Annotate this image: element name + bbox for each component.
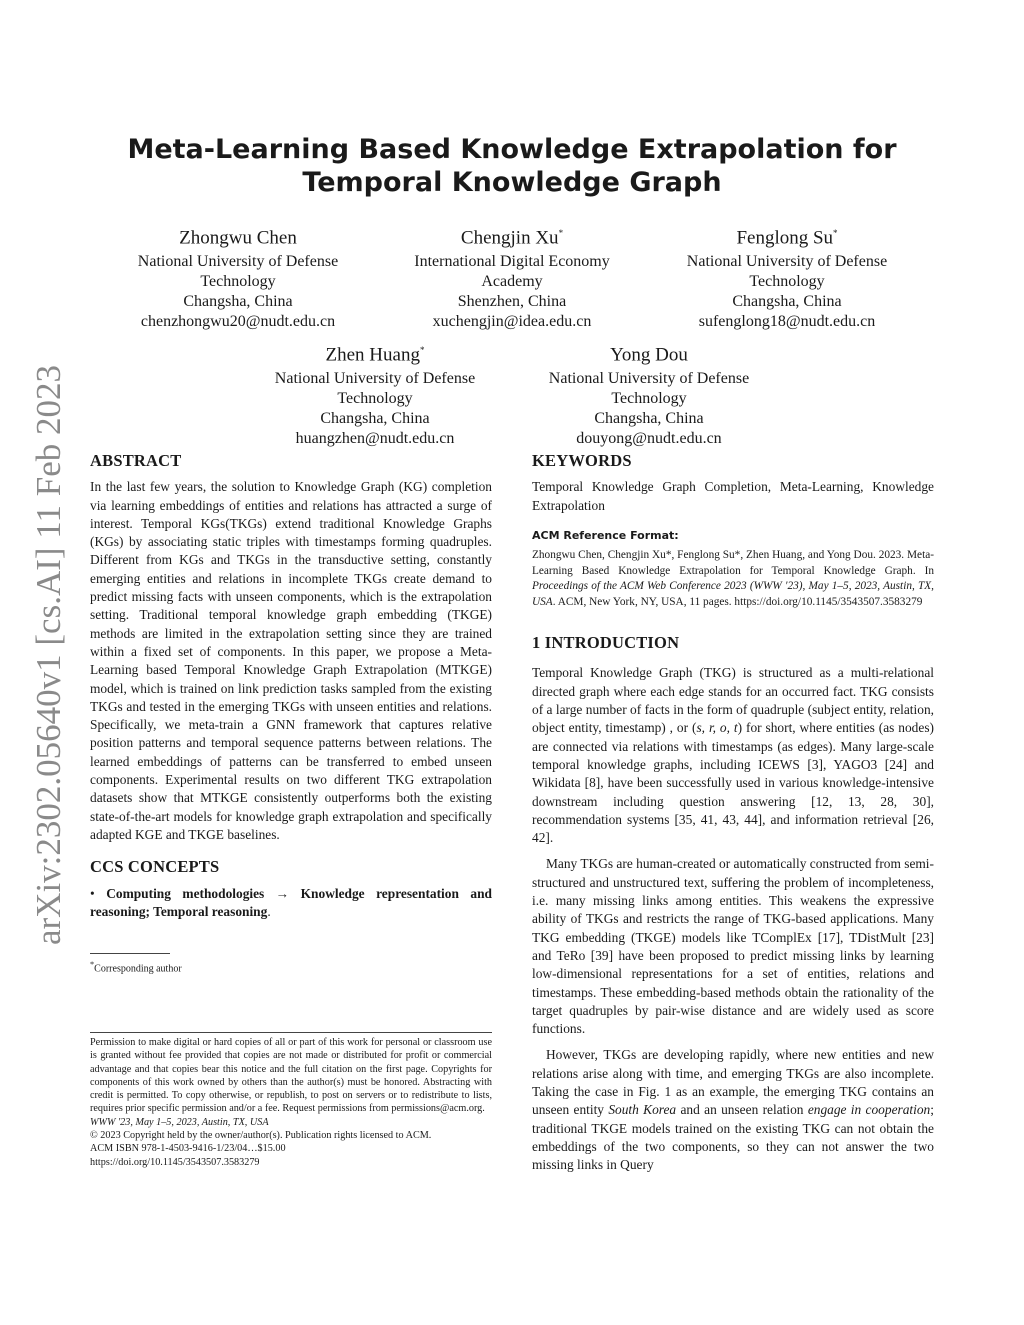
abstract-text: In the last few years, the solution to Knowledge Graph (KG) completion via learning embeddings of entities and relations has attracted a surge of interest. Temporal KGs(TKGs) extend traditional Knowledge Graphs (KGs) by associating static triples with timestamps forming quadruples. Different from KGs and TKGs in the transductive setting, constantly emerging entities and relations in incomplete TKGs create demand to predict missing facts with unseen components, which is the extrapolation setting. Traditional temporal knowledge graph embedding (TKGE) methods are limited in the extrapolation setting since they are trained within a fixed set of components. In this paper, we propose a Meta-Learning based Temporal Knowledge Graph Extrapolation (MTKGE) model, which is trained on link prediction tasks sampled from the existing TKGs and tested in the emerging TKGs with unseen entities and relations. Specifically, we meta-train a GNN framework that captures relative position patterns and temporal sequence patterns between relations. The learned embeddings of patterns can be transferred to embed unseen components. Experimental results on two different TKG extrapolation datasets show that MTKGE consistently outperforms both the existing state-of-the-art models for knowledge graph extrapolation and specifically adapted KGE and TKGE baselines. [90,479,492,842]
acm-ref-heading: ACM Reference Format: [532,528,679,542]
keywords-heading: KEYWORDS [532,451,632,470]
author-name: Zhongwu Chen [179,227,297,249]
author-email: xuchengjin@idea.edu.cn [432,313,592,331]
author-block: Zhen Huang* National University of Defense Technology Changsha, China huangzhen@nudt.edu.cn [255,338,495,449]
author-email: douyong@nudt.edu.cn [576,430,722,448]
ccs-text: • Computing methodologies → Knowledge representation and reasoning; Temporal reasoning. [90,885,492,919]
author-email: chenzhongwu20@nudt.edu.cn [140,313,336,331]
left-column [90,452,492,975]
intro-paragraph: Temporal Knowledge Graph (TKG) is structured as a multi-relational directed graph where each edge stands for an occurred fact. TKG consists of a large number of facts in the form of quadruple (subject entity, relation, object entity, timestamp) , or (s, r, o, t) for short, where entities (as nodes) are connected via relations with timestamps (as edges). Many large-scale temporal knowledge graphs, including ICEWS [3], YAGO3 [24] and Wikidata [8], have been successfully used in various knowledge-intensive downstream including question answering [12, 13, 28, 30], recommendation systems [35, 41, 43, 44], and information retrieval [26, 42]. [532,665,934,846]
abstract-heading: ABSTRACT [90,451,182,470]
arxiv-stamp: arXiv:2302.05640v1 [cs.AI] 11 Feb 2023 [29,364,68,946]
author-email: sufenglong18@nudt.edu.cn [698,313,876,331]
author-block: Yong Dou National University of Defense Technology Changsha, China douyong@nudt.edu.cn [529,338,769,449]
intro-heading: 1 INTRODUCTION [532,633,680,653]
footnote-rule [90,953,170,954]
author-block: Fenglong Su* National University of Defense Technology Changsha, China sufenglong18@nudt.edu.cn [667,221,907,332]
intro-paragraph: Many TKGs are human-created or automatically constructed from semi-structured and unstructured text, suffering the problem of incompleteness, i.e. many missing links among entities. This weakens the expressive ability of TKGs and restricts the range of TKG-based applications. Many TKG embedding (TKGE) models like TComplEx [17], TDistMult [23] and TeRo [39] have been proposed to predict missing links by learning low-dimensional representations for a set of entities, relations and timestamps. These embedding-based methods obtain the rationality of the target quadruples by pair-wise distance and are widely used as score functions. [532,856,934,1037]
author-name: Zhen Huang [325,344,420,366]
author-block: Zhongwu Chen National University of Defense Technology Changsha, China chenzhongwu20@nudt.edu.cn [118,221,358,332]
author-name: Yong Dou [610,344,688,366]
paper-title: Meta-Learning Based Knowledge Extrapolation for Temporal Knowledge Graph [127,134,897,198]
permission-block: Permission to make digital or hard copies of all or part of this work for personal or classroom use is granted without fee provided that copies are not made or distributed for profit or commercial advantage and that copies bear this notice and the full citation on the first page. Copyrights for components of this work owned by others than the author(s) must be honored. Abstracting with credit is permitted. To copy otherwise, or republish, to post on servers or to redistribute to lists, requires prior specific permission and/or a fee. Request permissions from permissions@acm.org. WWW '23, May 1–5, 2023, Austin, TX, USA © 2023 Copyright held by the owner/author(s). Publication rights licensed to ACM. ACM ISBN 978-1-4503-9416-1/23/04…$15.00 https://doi.org/10.1145/3543507.3583279 [90,1032,492,1169]
author-name: Fenglong Su [736,227,834,249]
author-email: huangzhen@nudt.edu.cn [295,430,455,448]
keywords-text: Temporal Knowledge Graph Completion, Meta-Learning, Knowledge Extrapolation [532,479,934,513]
author-name: Chengjin Xu [460,227,559,249]
author-block: Chengjin Xu* International Digital Economy Academy Shenzhen, China xuchengjin@idea.edu.cn [392,221,632,332]
right-column [532,452,934,1175]
footnote: *Corresponding author [90,960,182,975]
acm-ref-text: Zhongwu Chen, Chengjin Xu*, Fenglong Su*, Zhen Huang, and Yong Dou. 2023. Meta-Learning Based Knowledge Extrapolation for Temporal Knowledge Graph. In Proceedings of the ACM Web Conference 2023 (WWW '23), May 1–5, 2023, Austin, TX, USA. ACM, New York, NY, USA, 11 pages. https://doi.org/10.1145/3543507.3583279 [532,549,934,608]
ccs-heading: CCS CONCEPTS [90,857,220,877]
intro-paragraph: However, TKGs are developing rapidly, where new entities and new relations arise along with time, and emerging TKGs are also incomplete. Taking the case in Fig. 1 as an example, the emerging TKG contains an unseen entity South Korea and an unseen relation engage in cooperation; traditional TKGE models trained on the existing TKG can not obtain the embeddings of the two components, so they can not answer the two missing links in Query [532,1047,934,1173]
doi-link: https://doi.org/10.1145/3543507.3583279 [90,1156,260,1168]
